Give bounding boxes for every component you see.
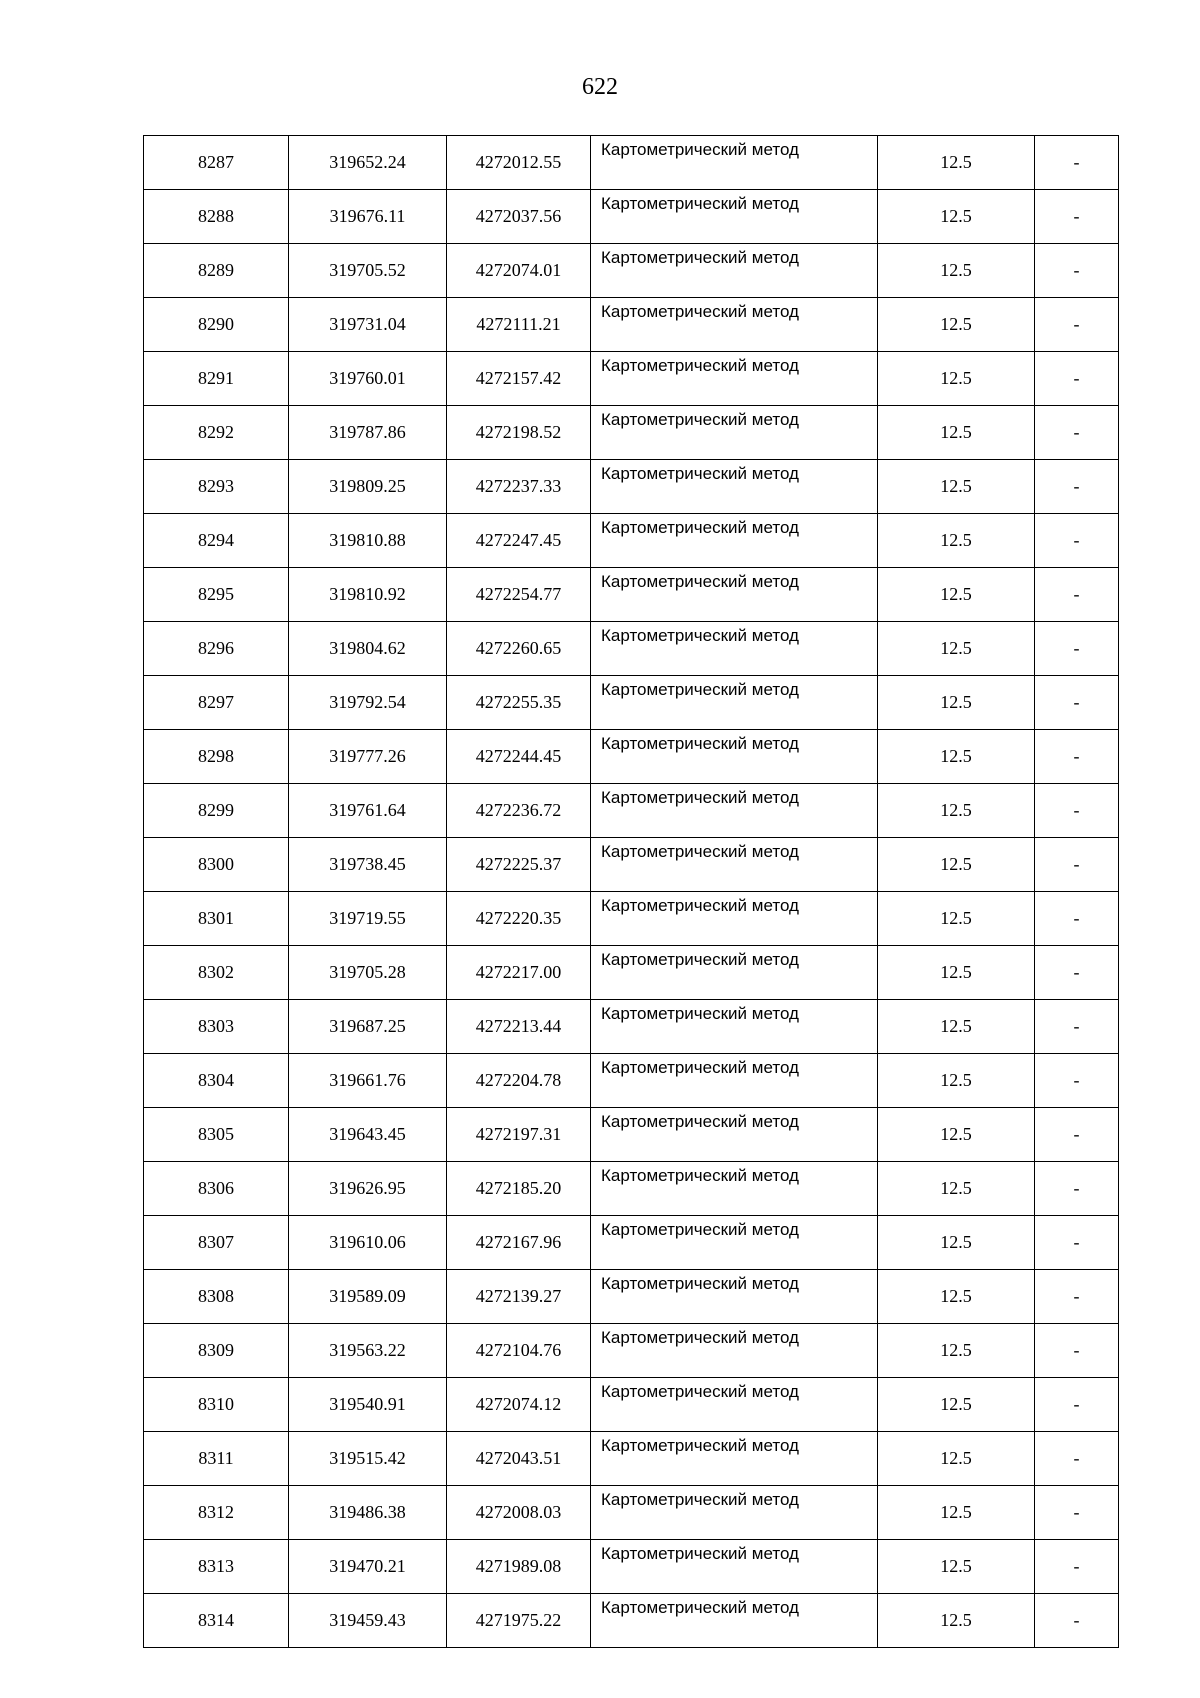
- accuracy-cell: 12.5: [878, 1378, 1035, 1432]
- y-coordinate-cell: 4272104.76: [447, 1324, 591, 1378]
- note-cell: -: [1035, 1270, 1119, 1324]
- method-cell: Картометрический метод: [591, 1162, 878, 1216]
- accuracy-cell: 12.5: [878, 1270, 1035, 1324]
- y-coordinate-cell: 4272167.96: [447, 1216, 591, 1270]
- method-cell: Картометрический метод: [591, 1324, 878, 1378]
- note-cell: -: [1035, 190, 1119, 244]
- point-number-cell: 8309: [144, 1324, 289, 1378]
- x-coordinate-cell: 319676.11: [289, 190, 447, 244]
- accuracy-cell: 12.5: [878, 568, 1035, 622]
- table-row: [144, 838, 1119, 892]
- point-number-cell: 8295: [144, 568, 289, 622]
- point-number-cell: 8291: [144, 352, 289, 406]
- accuracy-cell: 12.5: [878, 1594, 1035, 1648]
- accuracy-cell: 12.5: [878, 892, 1035, 946]
- accuracy-cell: 12.5: [878, 190, 1035, 244]
- accuracy-cell: 12.5: [878, 622, 1035, 676]
- method-cell: Картометрический метод: [591, 136, 878, 190]
- note-cell: -: [1035, 1162, 1119, 1216]
- y-coordinate-cell: 4272185.20: [447, 1162, 591, 1216]
- x-coordinate-cell: 319643.45: [289, 1108, 447, 1162]
- note-cell: -: [1035, 1594, 1119, 1648]
- method-cell: Картометрический метод: [591, 298, 878, 352]
- point-number-cell: 8292: [144, 406, 289, 460]
- x-coordinate-cell: 319810.92: [289, 568, 447, 622]
- x-coordinate-cell: 319470.21: [289, 1540, 447, 1594]
- table-row: [144, 1162, 1119, 1216]
- coordinates-table: [143, 135, 1119, 1648]
- accuracy-cell: 12.5: [878, 730, 1035, 784]
- method-cell: Картометрический метод: [591, 622, 878, 676]
- table-row: [144, 1108, 1119, 1162]
- accuracy-cell: 12.5: [878, 1540, 1035, 1594]
- x-coordinate-cell: 319804.62: [289, 622, 447, 676]
- y-coordinate-cell: 4272043.51: [447, 1432, 591, 1486]
- point-number-cell: 8300: [144, 838, 289, 892]
- point-number-cell: 8303: [144, 1000, 289, 1054]
- accuracy-cell: 12.5: [878, 1324, 1035, 1378]
- point-number-cell: 8287: [144, 136, 289, 190]
- method-cell: Картометрический метод: [591, 1270, 878, 1324]
- note-cell: -: [1035, 622, 1119, 676]
- y-coordinate-cell: 4272074.12: [447, 1378, 591, 1432]
- table-row: [144, 568, 1119, 622]
- x-coordinate-cell: 319787.86: [289, 406, 447, 460]
- x-coordinate-cell: 319792.54: [289, 676, 447, 730]
- method-cell: Картометрический метод: [591, 190, 878, 244]
- method-cell: Картометрический метод: [591, 460, 878, 514]
- y-coordinate-cell: 4272204.78: [447, 1054, 591, 1108]
- accuracy-cell: 12.5: [878, 1486, 1035, 1540]
- table-row: [144, 676, 1119, 730]
- point-number-cell: 8305: [144, 1108, 289, 1162]
- method-cell: Картометрический метод: [591, 838, 878, 892]
- point-number-cell: 8314: [144, 1594, 289, 1648]
- y-coordinate-cell: 4272111.21: [447, 298, 591, 352]
- point-number-cell: 8306: [144, 1162, 289, 1216]
- method-cell: Картометрический метод: [591, 946, 878, 1000]
- x-coordinate-cell: 319738.45: [289, 838, 447, 892]
- table-row: [144, 892, 1119, 946]
- table-row: [144, 1432, 1119, 1486]
- point-number-cell: 8302: [144, 946, 289, 1000]
- x-coordinate-cell: 319809.25: [289, 460, 447, 514]
- method-cell: Картометрический метод: [591, 1432, 878, 1486]
- accuracy-cell: 12.5: [878, 1108, 1035, 1162]
- method-cell: Картометрический метод: [591, 1486, 878, 1540]
- point-number-cell: 8313: [144, 1540, 289, 1594]
- y-coordinate-cell: 4271975.22: [447, 1594, 591, 1648]
- x-coordinate-cell: 319810.88: [289, 514, 447, 568]
- table-row: [144, 136, 1119, 190]
- point-number-cell: 8304: [144, 1054, 289, 1108]
- note-cell: -: [1035, 244, 1119, 298]
- accuracy-cell: 12.5: [878, 406, 1035, 460]
- table-row: [144, 1540, 1119, 1594]
- note-cell: -: [1035, 298, 1119, 352]
- accuracy-cell: 12.5: [878, 784, 1035, 838]
- x-coordinate-cell: 319719.55: [289, 892, 447, 946]
- table-row: [144, 730, 1119, 784]
- point-number-cell: 8297: [144, 676, 289, 730]
- method-cell: Картометрический метод: [591, 1054, 878, 1108]
- table-row: [144, 946, 1119, 1000]
- x-coordinate-cell: 319687.25: [289, 1000, 447, 1054]
- y-coordinate-cell: 4272037.56: [447, 190, 591, 244]
- table-row: [144, 784, 1119, 838]
- note-cell: -: [1035, 1540, 1119, 1594]
- note-cell: -: [1035, 838, 1119, 892]
- x-coordinate-cell: 319515.42: [289, 1432, 447, 1486]
- accuracy-cell: 12.5: [878, 1000, 1035, 1054]
- x-coordinate-cell: 319652.24: [289, 136, 447, 190]
- accuracy-cell: 12.5: [878, 244, 1035, 298]
- point-number-cell: 8296: [144, 622, 289, 676]
- note-cell: -: [1035, 1216, 1119, 1270]
- point-number-cell: 8294: [144, 514, 289, 568]
- x-coordinate-cell: 319761.64: [289, 784, 447, 838]
- table-row: [144, 1594, 1119, 1648]
- note-cell: -: [1035, 1054, 1119, 1108]
- y-coordinate-cell: 4272254.77: [447, 568, 591, 622]
- point-number-cell: 8307: [144, 1216, 289, 1270]
- table-row: [144, 1486, 1119, 1540]
- accuracy-cell: 12.5: [878, 676, 1035, 730]
- table-row: [144, 406, 1119, 460]
- method-cell: Картометрический метод: [591, 1594, 878, 1648]
- method-cell: Картометрический метод: [591, 676, 878, 730]
- table-row: [144, 298, 1119, 352]
- point-number-cell: 8290: [144, 298, 289, 352]
- table-row: [144, 1378, 1119, 1432]
- y-coordinate-cell: 4272198.52: [447, 406, 591, 460]
- accuracy-cell: 12.5: [878, 946, 1035, 1000]
- point-number-cell: 8310: [144, 1378, 289, 1432]
- x-coordinate-cell: 319486.38: [289, 1486, 447, 1540]
- x-coordinate-cell: 319760.01: [289, 352, 447, 406]
- note-cell: -: [1035, 1000, 1119, 1054]
- method-cell: Картометрический метод: [591, 784, 878, 838]
- note-cell: -: [1035, 352, 1119, 406]
- accuracy-cell: 12.5: [878, 352, 1035, 406]
- page-number: 622: [582, 74, 618, 100]
- point-number-cell: 8288: [144, 190, 289, 244]
- x-coordinate-cell: 319610.06: [289, 1216, 447, 1270]
- y-coordinate-cell: 4272213.44: [447, 1000, 591, 1054]
- method-cell: Картометрический метод: [591, 892, 878, 946]
- accuracy-cell: 12.5: [878, 1162, 1035, 1216]
- y-coordinate-cell: 4272008.03: [447, 1486, 591, 1540]
- method-cell: Картометрический метод: [591, 352, 878, 406]
- x-coordinate-cell: 319731.04: [289, 298, 447, 352]
- accuracy-cell: 12.5: [878, 1432, 1035, 1486]
- note-cell: -: [1035, 676, 1119, 730]
- y-coordinate-cell: 4272237.33: [447, 460, 591, 514]
- note-cell: -: [1035, 784, 1119, 838]
- table-row: [144, 514, 1119, 568]
- note-cell: -: [1035, 1378, 1119, 1432]
- method-cell: Картометрический метод: [591, 514, 878, 568]
- note-cell: -: [1035, 1486, 1119, 1540]
- point-number-cell: 8312: [144, 1486, 289, 1540]
- note-cell: -: [1035, 460, 1119, 514]
- table-row: [144, 1324, 1119, 1378]
- x-coordinate-cell: 319661.76: [289, 1054, 447, 1108]
- point-number-cell: 8311: [144, 1432, 289, 1486]
- y-coordinate-cell: 4272157.42: [447, 352, 591, 406]
- table-row: [144, 460, 1119, 514]
- point-number-cell: 8308: [144, 1270, 289, 1324]
- note-cell: -: [1035, 1432, 1119, 1486]
- x-coordinate-cell: 319563.22: [289, 1324, 447, 1378]
- table-row: [144, 1270, 1119, 1324]
- point-number-cell: 8301: [144, 892, 289, 946]
- table-row: [144, 244, 1119, 298]
- method-cell: Картометрический метод: [591, 1540, 878, 1594]
- y-coordinate-cell: 4272220.35: [447, 892, 591, 946]
- accuracy-cell: 12.5: [878, 1216, 1035, 1270]
- note-cell: -: [1035, 1108, 1119, 1162]
- method-cell: Картометрический метод: [591, 1108, 878, 1162]
- note-cell: -: [1035, 568, 1119, 622]
- y-coordinate-cell: 4272255.35: [447, 676, 591, 730]
- table-row: [144, 190, 1119, 244]
- note-cell: -: [1035, 730, 1119, 784]
- method-cell: Картометрический метод: [591, 406, 878, 460]
- note-cell: -: [1035, 406, 1119, 460]
- y-coordinate-cell: 4272247.45: [447, 514, 591, 568]
- method-cell: Картометрический метод: [591, 568, 878, 622]
- point-number-cell: 8299: [144, 784, 289, 838]
- y-coordinate-cell: 4272260.65: [447, 622, 591, 676]
- point-number-cell: 8293: [144, 460, 289, 514]
- method-cell: Картометрический метод: [591, 730, 878, 784]
- note-cell: -: [1035, 514, 1119, 568]
- accuracy-cell: 12.5: [878, 1054, 1035, 1108]
- x-coordinate-cell: 319705.28: [289, 946, 447, 1000]
- table-body: [144, 136, 1119, 1648]
- x-coordinate-cell: 319589.09: [289, 1270, 447, 1324]
- accuracy-cell: 12.5: [878, 838, 1035, 892]
- table-row: [144, 1216, 1119, 1270]
- accuracy-cell: 12.5: [878, 460, 1035, 514]
- x-coordinate-cell: 319459.43: [289, 1594, 447, 1648]
- table-row: [144, 1000, 1119, 1054]
- y-coordinate-cell: 4271989.08: [447, 1540, 591, 1594]
- note-cell: -: [1035, 1324, 1119, 1378]
- y-coordinate-cell: 4272244.45: [447, 730, 591, 784]
- x-coordinate-cell: 319626.95: [289, 1162, 447, 1216]
- table-row: [144, 622, 1119, 676]
- accuracy-cell: 12.5: [878, 136, 1035, 190]
- method-cell: Картометрический метод: [591, 1216, 878, 1270]
- note-cell: -: [1035, 136, 1119, 190]
- x-coordinate-cell: 319777.26: [289, 730, 447, 784]
- y-coordinate-cell: 4272139.27: [447, 1270, 591, 1324]
- method-cell: Картометрический метод: [591, 244, 878, 298]
- table-row: [144, 1054, 1119, 1108]
- x-coordinate-cell: 319540.91: [289, 1378, 447, 1432]
- y-coordinate-cell: 4272074.01: [447, 244, 591, 298]
- y-coordinate-cell: 4272225.37: [447, 838, 591, 892]
- y-coordinate-cell: 4272197.31: [447, 1108, 591, 1162]
- y-coordinate-cell: 4272012.55: [447, 136, 591, 190]
- accuracy-cell: 12.5: [878, 514, 1035, 568]
- point-number-cell: 8298: [144, 730, 289, 784]
- y-coordinate-cell: 4272236.72: [447, 784, 591, 838]
- accuracy-cell: 12.5: [878, 298, 1035, 352]
- method-cell: Картометрический метод: [591, 1000, 878, 1054]
- note-cell: -: [1035, 892, 1119, 946]
- y-coordinate-cell: 4272217.00: [447, 946, 591, 1000]
- table-row: [144, 352, 1119, 406]
- note-cell: -: [1035, 946, 1119, 1000]
- method-cell: Картометрический метод: [591, 1378, 878, 1432]
- point-number-cell: 8289: [144, 244, 289, 298]
- x-coordinate-cell: 319705.52: [289, 244, 447, 298]
